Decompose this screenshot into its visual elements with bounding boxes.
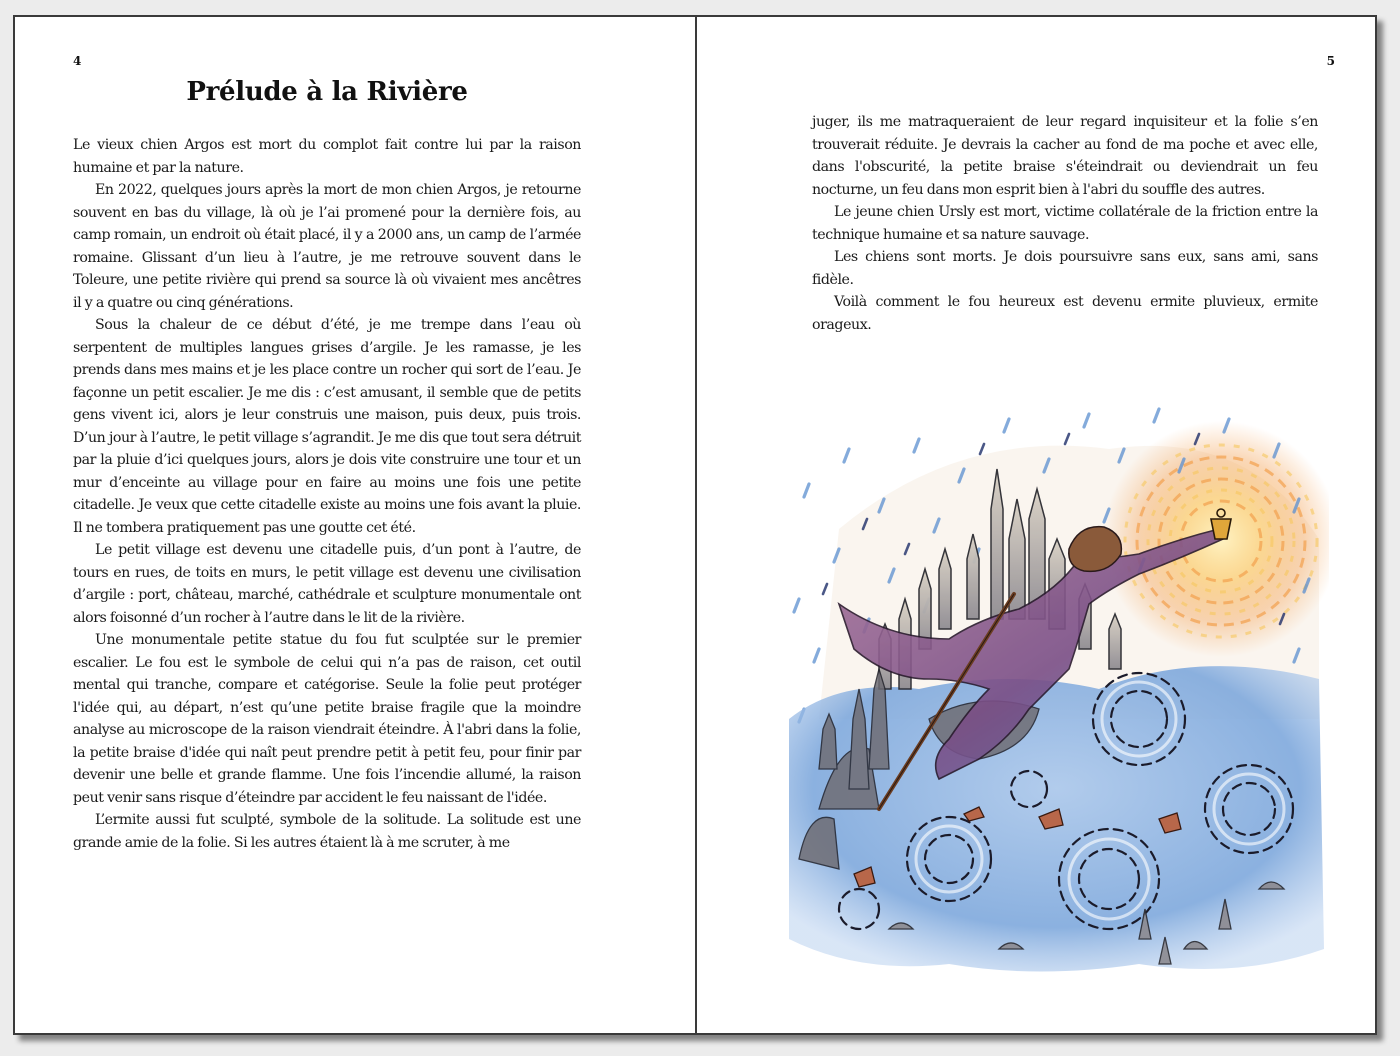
paragraph: Une monumentale petite statue du fou fut sculptée sur le premier escalier. Le fou est le symbole de celui qui n’a pas de raison, cet outil mental qui tranche, compare et catégorise. Seule la folie peut protéger l'idée qui, au départ, n’est qu’une petite braise fragile que la moindre analyse au microscope de la raison viendrait éteindre. À l'abri dans la folie, la petite braise d'idée qui naît peut prendre petit à petit feu, pour finir par devenir une belle et grande flamme. Une fois l’incendie allumé, la raison peut venir sans risque d’éteindre par accident le feu naissant de l'idée. bbox=[73, 632, 581, 806]
paragraph: L’ermite aussi fut sculpté, symbole de la solitude. La solitude est une grande amie de la folie. Si les autres étaient là à me scruter, à me bbox=[73, 812, 581, 851]
paragraph: Le jeune chien Ursly est mort, victime collatérale de la friction entre la technique humaine et sa nature sauvage. bbox=[812, 204, 1318, 243]
paragraph: Le petit village est devenu une citadelle puis, d’un pont à l’autre, de tours en rues, de toits en murs, le petit village est devenu une civilisation d’argile : port, château, marché, cathédrale et sculpture monumentale ont alors foisonné d’un rocher à l’autre dans le lit de la rivière. bbox=[73, 542, 581, 626]
page-number-right: 5 bbox=[1326, 54, 1335, 68]
paragraph: Voilà comment le fou heureux est devenu ermite pluvieux, ermite orageux. bbox=[812, 294, 1318, 333]
paragraph: Les chiens sont morts. Je dois poursuivre sans eux, sans ami, sans fidèle. bbox=[812, 249, 1318, 288]
paragraph: En 2022, quelques jours après la mort de mon chien Argos, je retourne souvent en bas du village, là où je l’ai promené pour la dernière fois, au camp romain, un endroit où était placé, il y a 2000 ans, un camp de l’armée romaine. Glissant d’un lieu à l’autre, je me retrouve souvent dans le Toleure, une petite rivière qui prend sa source là où vivaient mes ancêtres il y a quatre ou cinq générations. bbox=[73, 182, 581, 311]
page-number-left: 4 bbox=[73, 54, 82, 68]
left-page-text bbox=[73, 134, 581, 854]
hermit-watercolor-illustration bbox=[779, 389, 1329, 979]
paragraph-continuation: juger, ils me matraqueraient de leur regard inquisiteur et la folie s’en trouverait réduite. Je devrais la cacher au fond de ma poche et avec elle, dans l'obscurité, la petite braise s'éteindrait ou deviendrait un feu nocturne, un feu dans mon esprit bien à l'abri du souffle des autres. bbox=[812, 114, 1318, 198]
book-spread bbox=[13, 15, 1377, 1035]
paragraph: Le vieux chien Argos est mort du complot fait contre lui par la raison humaine et par la nature. bbox=[73, 137, 581, 176]
paragraph: Sous la chaleur de ce début d’été, je me trempe dans l’eau où serpentent de multiples langues grises d’argile. Je les ramasse, je les prends dans mes mains et je les place contre un rocher qui sort de l’eau. Je façonne un petit escalier. Je me dis : c’est amusant, il semble que de petits gens vivent ici, alors je leur construis une maison, puis deux, puis trois. D’un jour à l’autre, le petit village s’agrandit. Je me dis que tout sera détruit par la pluie d’ici quelques jours, alors je dois vite construire une tour et un mur d’enceinte au village pour en faire au moins une fois une petite citadelle. Je veux que cette citadelle existe au moins une fois avant la pluie. Il ne tombera pratiquement pas une goutte cet été. bbox=[73, 317, 581, 536]
chapter-title: Prélude à la Rivière bbox=[186, 77, 468, 107]
right-page bbox=[697, 17, 1377, 1033]
right-page-text bbox=[812, 111, 1318, 336]
left-page bbox=[15, 17, 695, 1033]
